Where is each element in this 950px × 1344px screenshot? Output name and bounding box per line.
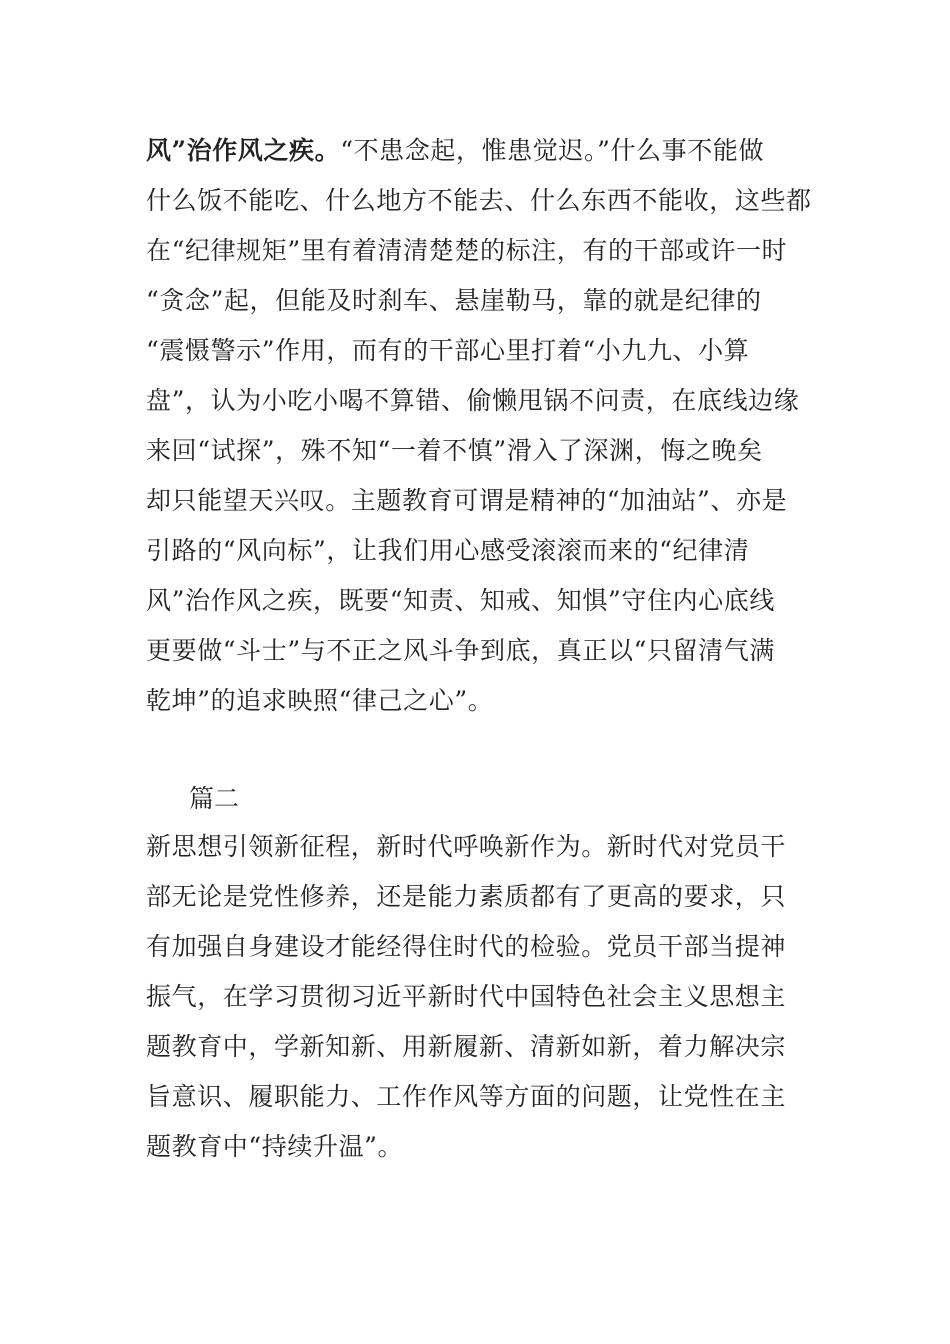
paragraph-line: 旨意识、履职能力、工作作风等方面的问题，让党性在主 <box>146 1082 787 1111</box>
paragraph-line: 有加强自身建设才能经得住时代的检验。党员干部当提神 <box>146 932 787 961</box>
paragraph-line: 新思想引领新征程，新时代呼唤新作为。新时代对党员干 <box>146 832 787 861</box>
paragraph-line: 却只能望天兴叹。主题教育可谓是精神的“加油站”、亦是 <box>146 486 788 515</box>
paragraph-line: “震慑警示”作用，而有的干部心里打着“小九九、小算 <box>146 336 750 365</box>
paragraph-line: 振气，在学习贯彻习近平新时代中国特色社会主义思想主 <box>146 982 787 1011</box>
line-text: “不患念起，惟患觉迟。”什么事不能做 <box>340 136 765 165</box>
paragraph-line: 更要做“斗士”与不正之风斗争到底，真正以“只留清气满 <box>146 636 775 665</box>
paragraph-line: 风”治作风之疾，既要“知责、知戒、知惧”守住内心底线 <box>146 586 775 615</box>
section2-paragraph <box>146 822 816 1172</box>
section2-heading: 篇二 <box>189 784 240 813</box>
paragraph-line: 题教育中“持续升温”。 <box>146 1132 404 1161</box>
paragraph-line <box>146 126 816 176</box>
paragraph-line: 在“纪律规矩”里有着清清楚楚的标注，有的干部或许一时 <box>146 236 788 265</box>
paragraph-line: 部无论是党性修养，还是能力素质都有了更高的要求，只 <box>146 882 787 911</box>
paragraph-line: 乾坤”的追求映照“律己之心”。 <box>146 686 494 715</box>
paragraph-line: 盘”，认为小吃小喝不算错、偷懒甩锅不问责，在底线边缘 <box>146 386 800 415</box>
bold-phrase: 风”治作风之疾。 <box>146 136 341 165</box>
paragraph-line: 引路的“风向标”，让我们用心感受滚滚而来的“纪律清 <box>146 536 750 565</box>
paragraph-line: 题教育中，学新知新、用新履新、清新如新，着力解决宗 <box>146 1032 787 1061</box>
section1-paragraph <box>146 126 816 726</box>
paragraph-line: “贪念”起，但能及时刹车、悬崖勒马，靠的就是纪律的 <box>146 286 762 315</box>
paragraph-line: 什么饭不能吃、什么地方不能去、什么东西不能收，这些都 <box>146 186 812 215</box>
paragraph-line: 来回“试探”，殊不知“一着不慎”滑入了深渊，悔之晚矣 <box>146 436 763 465</box>
